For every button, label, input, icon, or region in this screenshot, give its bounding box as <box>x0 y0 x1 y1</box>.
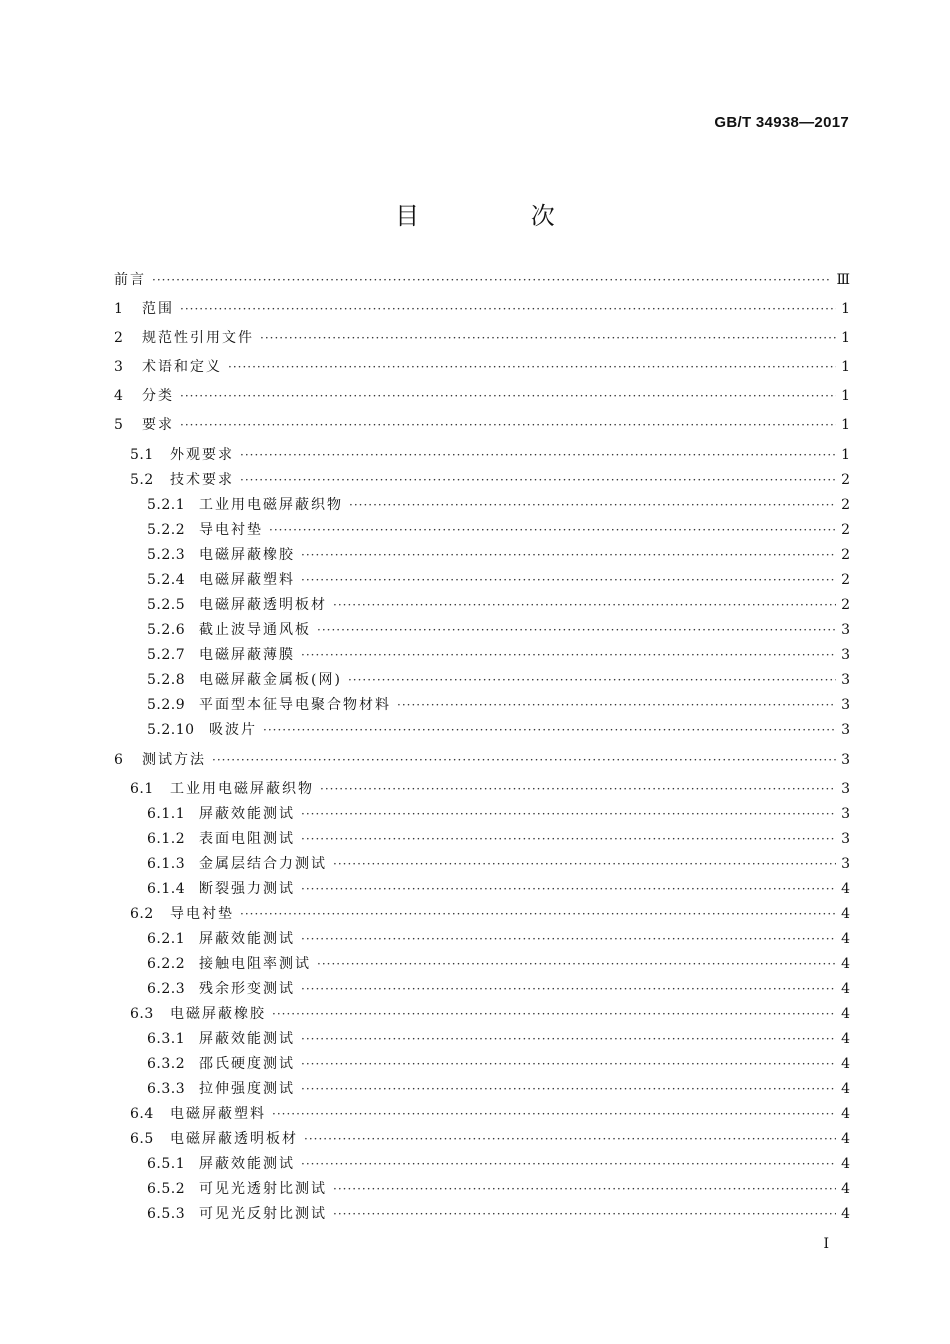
toc-entry[interactable] <box>114 545 850 565</box>
toc-entry-title: 测试方法 <box>142 752 206 768</box>
toc-entry-title: 术语和定义 <box>142 359 222 375</box>
toc-entry-number: 5.2 <box>130 472 154 488</box>
toc-entry-page: 3 <box>841 831 850 847</box>
toc-dot-leader <box>301 570 836 590</box>
toc-entry-page: 4 <box>841 881 850 897</box>
toc-entry-page: 2 <box>841 522 850 538</box>
toc-entry-number: 6.1.4 <box>147 881 186 897</box>
toc-dot-leader <box>260 328 836 348</box>
toc-dot-leader <box>320 779 836 799</box>
toc-dot-leader <box>301 1029 836 1049</box>
toc-entry-page: 4 <box>841 906 850 922</box>
toc-dot-leader <box>180 299 836 319</box>
toc-entry-number: 6.2.1 <box>147 931 186 947</box>
toc-entry-page: 3 <box>841 752 850 768</box>
toc-dot-leader <box>349 495 836 515</box>
toc-entry[interactable] <box>114 929 850 949</box>
toc-entry[interactable] <box>114 854 850 874</box>
toc-entry-title: 分类 <box>142 388 174 404</box>
standard-number: GB/T 34938—2017 <box>714 114 849 131</box>
toc-dot-leader <box>180 415 836 435</box>
toc-dot-leader <box>212 750 836 770</box>
toc-entry[interactable] <box>114 645 850 665</box>
page-number: I <box>823 1236 829 1252</box>
toc-dot-leader <box>333 1179 836 1199</box>
toc-entry-number: 5 <box>114 417 124 433</box>
toc-entry-number: 1 <box>114 301 124 317</box>
toc-entry-title: 断裂强力测试 <box>199 881 295 897</box>
toc-entry-number: 6.2.2 <box>147 956 186 972</box>
toc-dot-leader <box>397 695 836 715</box>
toc-entry-page: 4 <box>841 1006 850 1022</box>
toc-entry-page: 1 <box>841 359 850 375</box>
toc-entry-page: 4 <box>841 931 850 947</box>
toc-entry-page: 3 <box>841 722 850 738</box>
toc-entry-number: 5.2.9 <box>147 697 186 713</box>
toc-entry-title: 接触电阻率测试 <box>199 956 311 972</box>
toc-entry[interactable] <box>114 954 850 974</box>
toc-entry[interactable] <box>114 270 850 290</box>
toc-entry[interactable] <box>114 1129 850 1149</box>
toc-entry-page: 1 <box>841 301 850 317</box>
toc-dot-leader <box>317 620 836 640</box>
toc-entry[interactable] <box>114 415 850 435</box>
toc-dot-leader <box>228 357 836 377</box>
toc-entry[interactable] <box>114 979 850 999</box>
toc-entry-page: 2 <box>841 497 850 513</box>
toc-entry-title: 规范性引用文件 <box>142 330 254 346</box>
toc-entry-title: 电磁屏蔽薄膜 <box>199 647 295 663</box>
toc-entry-number: 6.5.3 <box>147 1206 186 1222</box>
toc-dot-leader <box>301 879 836 899</box>
toc-entry[interactable] <box>114 670 850 690</box>
toc-entry-number: 6.1 <box>130 781 154 797</box>
toc-entry-page: 4 <box>841 981 850 997</box>
toc-dot-leader <box>317 954 836 974</box>
toc-dot-leader <box>333 1204 836 1224</box>
toc-dot-leader <box>301 545 836 565</box>
toc-entry-number: 6.5.1 <box>147 1156 186 1172</box>
toc-entry-title: 电磁屏蔽橡胶 <box>199 547 295 563</box>
toc-entry-page: 4 <box>841 956 850 972</box>
toc-entry-title: 屏蔽效能测试 <box>199 1031 295 1047</box>
page-title: 目 次 <box>395 202 607 230</box>
toc-entry-title: 工业用电磁屏蔽织物 <box>199 497 343 513</box>
toc-entry-title: 工业用电磁屏蔽织物 <box>170 781 314 797</box>
toc-dot-leader <box>301 645 836 665</box>
toc-dot-leader <box>240 904 836 924</box>
toc-entry-title: 电磁屏蔽塑料 <box>170 1106 266 1122</box>
toc-entry-page: 4 <box>841 1156 850 1172</box>
toc-entry-page: 3 <box>841 672 850 688</box>
toc-entry-title: 技术要求 <box>170 472 234 488</box>
toc-entry-page: 1 <box>841 330 850 346</box>
toc-entry-title: 导电衬垫 <box>199 522 263 538</box>
toc-entry-page: 3 <box>841 647 850 663</box>
toc-entry-title: 电磁屏蔽透明板材 <box>199 597 327 613</box>
toc-entry-title: 可见光透射比测试 <box>199 1181 327 1197</box>
toc-entry-number: 6.3 <box>130 1006 154 1022</box>
toc-entry-title: 电磁屏蔽透明板材 <box>170 1131 298 1147</box>
toc-entry-number: 6.1.3 <box>147 856 186 872</box>
toc-entry-number: 6.5 <box>130 1131 154 1147</box>
toc-entry[interactable] <box>114 620 850 640</box>
toc-entry[interactable] <box>114 570 850 590</box>
toc-entry-number: 6 <box>114 752 124 768</box>
toc-entry[interactable] <box>114 695 850 715</box>
toc-dot-leader <box>272 1104 836 1124</box>
toc-entry[interactable] <box>114 1104 850 1124</box>
toc-entry[interactable] <box>114 357 850 377</box>
toc-entry-number: 6.2.3 <box>147 981 186 997</box>
toc-entry-page: 4 <box>841 1081 850 1097</box>
toc-dot-leader <box>333 854 836 874</box>
toc-entry-title: 金属层结合力测试 <box>199 856 327 872</box>
toc-entry-title: 导电衬垫 <box>170 906 234 922</box>
toc-entry[interactable] <box>114 445 850 465</box>
toc-entry-page: 4 <box>841 1031 850 1047</box>
toc-entry-page: 1 <box>841 417 850 433</box>
toc-entry-page: 4 <box>841 1106 850 1122</box>
toc-entry[interactable] <box>114 1029 850 1049</box>
toc-entry-page: 3 <box>841 806 850 822</box>
toc-entry-number: 4 <box>114 388 124 404</box>
toc-entry-title: 要求 <box>142 417 174 433</box>
toc-entry-title: 电磁屏蔽塑料 <box>199 572 295 588</box>
toc-entry-page: 2 <box>841 547 850 563</box>
toc-entry-number: 6.5.2 <box>147 1181 186 1197</box>
toc-entry-number: 5.1 <box>130 447 154 463</box>
toc-entry-number: 5.2.7 <box>147 647 186 663</box>
toc-entry-title: 吸波片 <box>209 722 257 738</box>
toc-entry-number: 2 <box>114 330 124 346</box>
toc-entry-title: 电磁屏蔽金属板(网) <box>199 672 342 688</box>
toc-dot-leader <box>348 670 836 690</box>
toc-entry[interactable] <box>114 1079 850 1099</box>
toc-dot-leader <box>269 520 836 540</box>
toc-entry[interactable] <box>114 470 850 490</box>
toc-entry[interactable] <box>114 804 850 824</box>
toc-entry-page: 4 <box>841 1181 850 1197</box>
toc-dot-leader <box>333 595 836 615</box>
toc-entry[interactable] <box>114 720 850 740</box>
toc-entry-number: 6.4 <box>130 1106 154 1122</box>
toc-entry[interactable] <box>114 1179 850 1199</box>
toc-entry-number: 5.2.2 <box>147 522 186 538</box>
toc-entry-title: 屏蔽效能测试 <box>199 1156 295 1172</box>
toc-dot-leader <box>301 929 836 949</box>
toc-entry-page: 3 <box>841 622 850 638</box>
toc-entry-title: 可见光反射比测试 <box>199 1206 327 1222</box>
toc-entry-number: 5.2.8 <box>147 672 186 688</box>
toc-dot-leader <box>301 979 836 999</box>
toc-entry[interactable] <box>114 1004 850 1024</box>
toc-entry[interactable] <box>114 495 850 515</box>
toc-entry-number: 6.3.3 <box>147 1081 186 1097</box>
toc-entry-number: 5.2.4 <box>147 572 186 588</box>
toc-entry-number: 6.2 <box>130 906 154 922</box>
toc-entry-page: 1 <box>841 447 850 463</box>
toc-entry-page: 3 <box>841 697 850 713</box>
toc-entry-page: 3 <box>841 856 850 872</box>
toc-entry-title: 前言 <box>114 272 146 288</box>
toc-entry[interactable] <box>114 1204 850 1224</box>
toc-entry-title: 屏蔽效能测试 <box>199 931 295 947</box>
toc-entry[interactable] <box>114 520 850 540</box>
toc-entry-number: 5.2.10 <box>147 722 195 738</box>
toc-entry-title: 邵氏硬度测试 <box>199 1056 295 1072</box>
toc-dot-leader <box>263 720 836 740</box>
toc-entry-number: 6.3.2 <box>147 1056 186 1072</box>
toc-entry[interactable] <box>114 1154 850 1174</box>
toc-entry-page: Ⅲ <box>836 272 850 288</box>
toc-entry-page: 2 <box>841 472 850 488</box>
toc-entry[interactable] <box>114 879 850 899</box>
toc-entry-number: 5.2.6 <box>147 622 186 638</box>
toc-entry[interactable] <box>114 829 850 849</box>
toc-dot-leader <box>240 470 836 490</box>
toc-dot-leader <box>301 1079 836 1099</box>
toc-dot-leader <box>301 1054 836 1074</box>
toc-dot-leader <box>301 1154 836 1174</box>
toc-entry-title: 表面电阻测试 <box>199 831 295 847</box>
toc-entry[interactable] <box>114 1054 850 1074</box>
toc-entry-number: 5.2.3 <box>147 547 186 563</box>
toc-entry-title: 平面型本征导电聚合物材料 <box>199 697 391 713</box>
toc-dot-leader <box>180 386 836 406</box>
toc-entry-title: 截止波导通风板 <box>199 622 311 638</box>
toc-entry-title: 屏蔽效能测试 <box>199 806 295 822</box>
toc-entry-title: 拉伸强度测试 <box>199 1081 295 1097</box>
toc-dot-leader <box>240 445 836 465</box>
toc-entry-page: 2 <box>841 597 850 613</box>
toc-entry-title: 电磁屏蔽橡胶 <box>170 1006 266 1022</box>
toc-entry[interactable] <box>114 299 850 319</box>
toc-entry-page: 4 <box>841 1056 850 1072</box>
toc-entry[interactable] <box>114 750 850 770</box>
toc-entry-title: 残余形变测试 <box>199 981 295 997</box>
toc-entry-number: 6.3.1 <box>147 1031 186 1047</box>
toc-entry-page: 4 <box>841 1131 850 1147</box>
toc-dot-leader <box>152 270 832 290</box>
toc-entry-title: 外观要求 <box>170 447 234 463</box>
toc-entry-number: 6.1.2 <box>147 831 186 847</box>
toc-entry-page: 4 <box>841 1206 850 1222</box>
toc-dot-leader <box>304 1129 836 1149</box>
toc-entry-number: 5.2.1 <box>147 497 186 513</box>
toc-entry-page: 3 <box>841 781 850 797</box>
toc-dot-leader <box>272 1004 836 1024</box>
toc-entry-page: 2 <box>841 572 850 588</box>
toc-entry-title: 范围 <box>142 301 174 317</box>
toc-entry[interactable] <box>114 904 850 924</box>
toc-entry[interactable] <box>114 386 850 406</box>
toc-entry-number: 6.1.1 <box>147 806 186 822</box>
toc-entry-page: 1 <box>841 388 850 404</box>
toc-entry[interactable] <box>114 328 850 348</box>
toc-entry-number: 5.2.5 <box>147 597 186 613</box>
toc-dot-leader <box>301 829 836 849</box>
toc-entry[interactable] <box>114 779 850 799</box>
toc-dot-leader <box>301 804 836 824</box>
toc-entry[interactable] <box>114 595 850 615</box>
toc-entry-number: 3 <box>114 359 124 375</box>
